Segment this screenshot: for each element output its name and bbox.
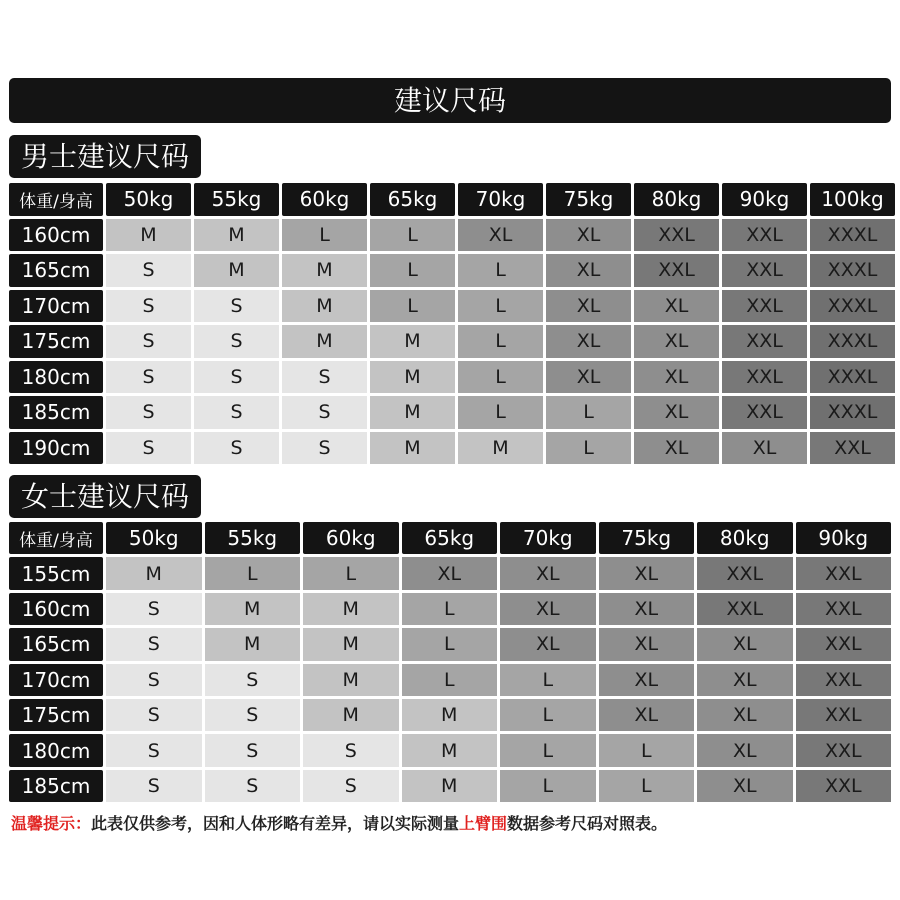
size-cell: XL <box>599 664 695 696</box>
footnote-text-end: 数据参考尺码对照表。 <box>507 814 668 833</box>
size-cell: S <box>106 593 202 625</box>
size-cell: XXL <box>722 361 807 394</box>
size-cell: XXXL <box>810 290 895 323</box>
height-header: 170cm <box>9 664 103 696</box>
size-cell: M <box>194 219 279 252</box>
size-cell: M <box>194 254 279 287</box>
size-cell: L <box>303 557 399 589</box>
size-cell: XL <box>722 432 807 465</box>
height-header: 180cm <box>9 734 103 766</box>
size-cell: L <box>500 699 596 731</box>
size-cell: S <box>205 734 301 766</box>
size-cell: M <box>303 628 399 660</box>
size-cell: L <box>458 254 543 287</box>
height-header: 160cm <box>9 593 103 625</box>
weight-header: 70kg <box>500 522 596 554</box>
size-cell: XL <box>546 361 631 394</box>
size-cell: XXL <box>796 699 892 731</box>
size-cell: M <box>370 396 455 429</box>
size-cell: XL <box>599 699 695 731</box>
size-cell: XL <box>402 557 498 589</box>
size-cell: L <box>458 290 543 323</box>
size-cell: S <box>106 396 191 429</box>
height-header: 155cm <box>9 557 103 589</box>
size-cell: XL <box>500 593 596 625</box>
size-cell: XXL <box>634 219 719 252</box>
page-title: 建议尺码 <box>9 78 891 123</box>
size-cell: M <box>370 361 455 394</box>
size-cell: L <box>500 664 596 696</box>
footnote <box>11 811 667 834</box>
weight-header: 55kg <box>194 183 279 216</box>
size-cell: M <box>205 593 301 625</box>
size-cell: S <box>106 734 202 766</box>
size-cell: M <box>303 664 399 696</box>
weight-header: 70kg <box>458 183 543 216</box>
size-cell: S <box>194 325 279 358</box>
weight-header: 100kg <box>810 183 895 216</box>
size-cell: XXL <box>796 628 892 660</box>
size-cell: XL <box>697 664 793 696</box>
size-cell: L <box>402 593 498 625</box>
size-cell: L <box>370 254 455 287</box>
size-cell: S <box>106 628 202 660</box>
size-cell: M <box>402 734 498 766</box>
size-cell: XL <box>634 290 719 323</box>
size-cell: M <box>402 770 498 802</box>
size-cell: XL <box>546 219 631 252</box>
footnote-highlight: 上臂围 <box>459 814 508 833</box>
size-cell: L <box>546 432 631 465</box>
size-cell: XL <box>500 557 596 589</box>
corner-header: 体重/身高 <box>9 183 103 216</box>
size-cell: S <box>194 396 279 429</box>
footnote-text: 此表仅供参考，因和人体形略有差异，请以实际测量 <box>91 814 460 833</box>
size-cell: L <box>402 628 498 660</box>
size-cell: XXXL <box>810 219 895 252</box>
weight-header: 60kg <box>303 522 399 554</box>
size-cell: XXL <box>796 593 892 625</box>
size-cell: M <box>402 699 498 731</box>
men-section-title: 男士建议尺码 <box>9 135 201 178</box>
women-section-title: 女士建议尺码 <box>9 475 201 518</box>
size-cell: XL <box>546 254 631 287</box>
height-header: 175cm <box>9 325 103 358</box>
size-cell: XXL <box>796 664 892 696</box>
size-cell: S <box>106 254 191 287</box>
size-cell: M <box>303 699 399 731</box>
size-cell: XL <box>458 219 543 252</box>
size-cell: XL <box>697 770 793 802</box>
weight-header: 50kg <box>106 183 191 216</box>
weight-header: 75kg <box>599 522 695 554</box>
height-header: 185cm <box>9 396 103 429</box>
size-cell: M <box>106 219 191 252</box>
size-cell: S <box>106 770 202 802</box>
size-cell: S <box>303 734 399 766</box>
size-cell: L <box>500 770 596 802</box>
size-cell: L <box>599 770 695 802</box>
size-cell: M <box>282 290 367 323</box>
size-cell: L <box>500 734 596 766</box>
size-cell: XL <box>634 432 719 465</box>
size-cell: L <box>370 290 455 323</box>
height-header: 160cm <box>9 219 103 252</box>
size-cell: XXXL <box>810 254 895 287</box>
size-cell: S <box>194 361 279 394</box>
size-cell: S <box>282 396 367 429</box>
size-cell: XXL <box>810 432 895 465</box>
weight-header: 80kg <box>697 522 793 554</box>
size-cell: XXL <box>722 290 807 323</box>
weight-header: 65kg <box>402 522 498 554</box>
size-cell: XL <box>546 325 631 358</box>
size-cell: S <box>205 664 301 696</box>
height-header: 170cm <box>9 290 103 323</box>
size-cell: M <box>458 432 543 465</box>
size-cell: S <box>194 290 279 323</box>
size-cell: XL <box>634 325 719 358</box>
height-header: 165cm <box>9 254 103 287</box>
size-cell: XXL <box>796 734 892 766</box>
weight-header: 80kg <box>634 183 719 216</box>
size-cell: XL <box>634 396 719 429</box>
size-cell: S <box>205 699 301 731</box>
size-cell: XXL <box>697 593 793 625</box>
size-cell: L <box>205 557 301 589</box>
size-cell: S <box>303 770 399 802</box>
size-cell: XXL <box>722 396 807 429</box>
women-size-table <box>9 522 891 802</box>
size-cell: XL <box>697 734 793 766</box>
size-cell: S <box>106 361 191 394</box>
size-cell: XL <box>697 699 793 731</box>
height-header: 175cm <box>9 699 103 731</box>
size-cell: L <box>546 396 631 429</box>
size-cell: XXL <box>722 219 807 252</box>
size-cell: XL <box>599 593 695 625</box>
size-cell: XXL <box>697 557 793 589</box>
size-cell: L <box>458 361 543 394</box>
height-header: 185cm <box>9 770 103 802</box>
size-cell: M <box>303 593 399 625</box>
weight-header: 65kg <box>370 183 455 216</box>
size-cell: XL <box>500 628 596 660</box>
size-cell: S <box>194 432 279 465</box>
size-cell: L <box>402 664 498 696</box>
weight-header: 55kg <box>205 522 301 554</box>
size-cell: XXL <box>796 770 892 802</box>
size-cell: S <box>282 432 367 465</box>
corner-header: 体重/身高 <box>9 522 103 554</box>
size-cell: XXXL <box>810 396 895 429</box>
size-cell: XL <box>697 628 793 660</box>
size-cell: XL <box>599 557 695 589</box>
size-cell: M <box>282 325 367 358</box>
size-cell: XXL <box>634 254 719 287</box>
height-header: 190cm <box>9 432 103 465</box>
size-cell: XXL <box>722 325 807 358</box>
size-cell: XL <box>546 290 631 323</box>
size-cell: S <box>106 290 191 323</box>
men-size-table <box>9 183 895 464</box>
height-header: 165cm <box>9 628 103 660</box>
size-cell: XXL <box>722 254 807 287</box>
size-cell: S <box>282 361 367 394</box>
size-cell: L <box>458 325 543 358</box>
size-cell: L <box>370 219 455 252</box>
size-cell: S <box>106 664 202 696</box>
weight-header: 50kg <box>106 522 202 554</box>
footnote-label: 温馨提示： <box>11 814 92 833</box>
weight-header: 90kg <box>722 183 807 216</box>
size-cell: XL <box>634 361 719 394</box>
size-cell: M <box>282 254 367 287</box>
size-cell: M <box>106 557 202 589</box>
height-header: 180cm <box>9 361 103 394</box>
size-cell: XXXL <box>810 361 895 394</box>
size-cell: S <box>106 699 202 731</box>
size-cell: S <box>106 325 191 358</box>
weight-header: 60kg <box>282 183 367 216</box>
size-cell: L <box>599 734 695 766</box>
weight-header: 75kg <box>546 183 631 216</box>
size-cell: XXL <box>796 557 892 589</box>
size-cell: M <box>370 325 455 358</box>
size-cell: S <box>106 432 191 465</box>
size-cell: L <box>458 396 543 429</box>
size-cell: M <box>205 628 301 660</box>
size-cell: XL <box>599 628 695 660</box>
size-cell: L <box>282 219 367 252</box>
weight-header: 90kg <box>796 522 892 554</box>
size-cell: S <box>205 770 301 802</box>
size-cell: XXXL <box>810 325 895 358</box>
size-cell: M <box>370 432 455 465</box>
